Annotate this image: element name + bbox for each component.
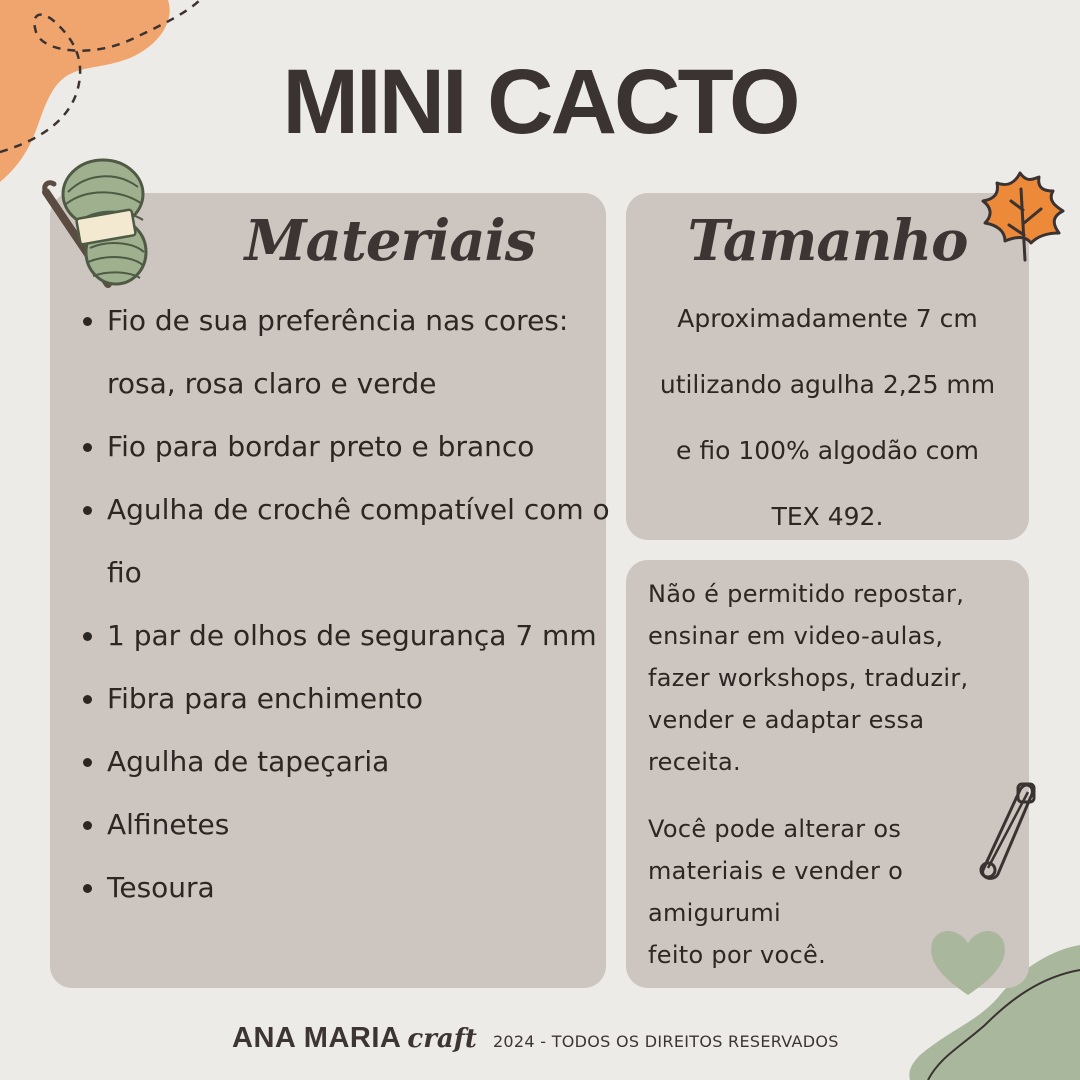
list-item: • Fio de sua preferência nas cores: rosa, rosa claro e verde [107, 289, 627, 415]
notice-line: feito por você. [648, 941, 826, 969]
brand-script: craft [407, 1024, 477, 1054]
list-item: • Agulha de crochê compatível com o fio [107, 478, 627, 604]
size-line: e fio 100% algodão com [676, 436, 979, 465]
page-title: MINI CACTO [282, 51, 798, 153]
copyright-text: 2024 - TODOS OS DIREITOS RESERVADOS [492, 1032, 839, 1051]
size-line: Aproximadamente 7 cm [677, 304, 978, 333]
notice-line: vender e adaptar essa [648, 706, 925, 734]
list-item: • 1 par de olhos de segurança 7 mm [107, 604, 627, 667]
footer [232, 1022, 839, 1062]
notice-paragraph-restrictions [648, 573, 1018, 783]
notice-line: Não é permitido repostar, [648, 580, 965, 608]
notice-paragraph-permissions [648, 808, 1018, 976]
brand-name: ANA MARIA [232, 1022, 402, 1054]
list-item: • Fio para bordar preto e branco [107, 415, 627, 478]
list-item: • Fibra para enchimento [107, 667, 627, 730]
materials-heading: Materiais [244, 208, 536, 274]
size-line: utilizando agulha 2,25 mm [659, 370, 996, 399]
notice-line: amigurumi [648, 899, 782, 927]
size-line: TEX 492. [771, 502, 884, 531]
size-heading: Tamanho [687, 208, 968, 274]
size-description [636, 286, 1019, 550]
notice-line: materiais e vender o [648, 857, 904, 885]
notice-line: receita. [648, 748, 741, 776]
list-item: • Alfinetes [107, 793, 627, 856]
list-item: • Agulha de tapeçaria [107, 730, 627, 793]
notice-line: ensinar em video-aulas, [648, 622, 944, 650]
list-item: • Tesoura [107, 856, 627, 919]
materials-list [75, 289, 627, 919]
notice-line: Você pode alterar os [648, 815, 902, 843]
notice-line: fazer workshops, traduzir, [648, 664, 969, 692]
